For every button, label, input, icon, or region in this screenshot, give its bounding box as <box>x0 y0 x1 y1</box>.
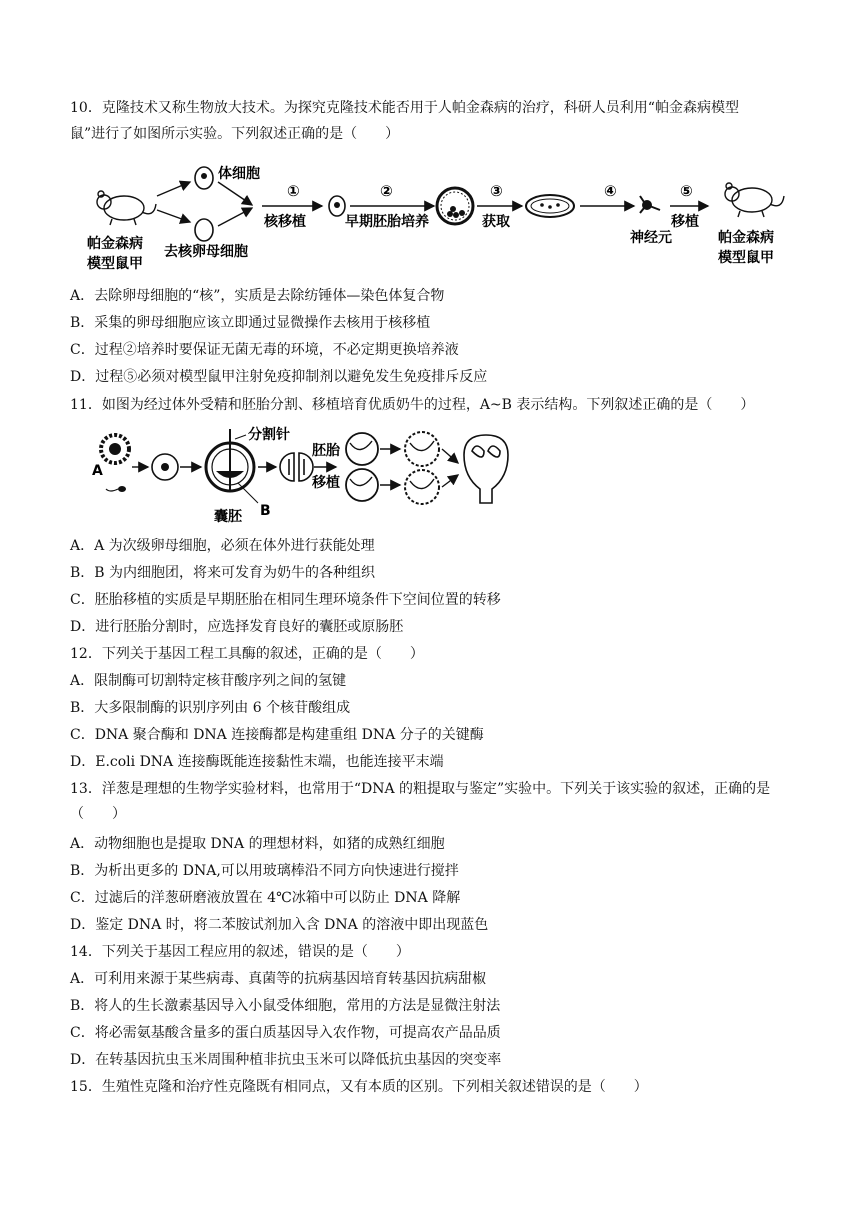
q15-stem: 15．生殖性克隆和治疗性克隆既有相同点，又有本质的区别。下列相关叙述错误的是（ ） <box>70 1079 648 1095</box>
q13-option-a: A．动物细胞也是提取 DNA 的理想材料，如猪的成熟红细胞 <box>70 836 445 852</box>
transfer-label-2: 移植 <box>312 475 340 491</box>
petri-dish-icon <box>526 195 574 217</box>
step2-marker: ② <box>380 182 393 200</box>
label-b: B <box>260 503 271 519</box>
step1-marker: ① <box>287 182 300 200</box>
blastocyst-label: 囊胚 <box>214 509 242 525</box>
step4-marker: ④ <box>604 182 617 200</box>
q12-option-b: B．大多限制酶的识别序列由 6 个核苷酸组成 <box>70 700 351 716</box>
split-halves-icon <box>280 453 313 481</box>
step3-marker: ③ <box>490 182 503 200</box>
needle-label: 分割针 <box>248 427 290 443</box>
mouse-b-icon <box>725 183 784 217</box>
q11-option-c: C．胚胎移植的实质是早期胚胎在相同生理环境条件下空间位置的转移 <box>70 592 501 608</box>
q12-option-d: D．E.coli DNA 连接酶既能连接黏性末端，也能连接平末端 <box>70 754 444 770</box>
enucleated-egg-icon <box>195 219 213 241</box>
neuron-label: 神经元 <box>630 230 672 246</box>
q10-figure <box>82 150 802 280</box>
q14-option-d: D．在转基因抗虫玉米周围种植非抗虫玉米可以降低抗虫基因的突变率 <box>70 1052 502 1068</box>
reconstructed-egg-icon <box>329 196 345 216</box>
q13-option-d: D．鉴定 DNA 时，将二苯胺试剂加入含 DNA 的溶液中即出现蓝色 <box>70 917 489 933</box>
oocyte-icon <box>101 435 129 463</box>
neuron-icon <box>640 196 660 213</box>
q14-option-c: C．将必需氨基酸含量多的蛋白质基因导入农作物，可提高农产品品质 <box>70 1025 501 1041</box>
somatic-cell-icon <box>195 167 213 189</box>
mouse-a-icon <box>97 191 156 225</box>
q11-figure <box>88 425 528 530</box>
transfer-label-1: 胚胎 <box>312 443 340 459</box>
q12-option-a: A．限制酶可切割特定核苷酸序列之间的氢键 <box>70 673 347 689</box>
embryo-top-icon <box>346 433 378 465</box>
step2-label: 早期胚胎培养 <box>345 214 429 230</box>
q13-option-c: C．过滤后的洋葱研磨液放置在 4℃冰箱中可以防止 DNA 降解 <box>70 890 461 906</box>
step5-label: 移植 <box>671 214 699 230</box>
q11-stem: 11．如图为经过体外受精和胚胎分割、移植培育优质奶牛的过程，A~B 表示结构。下列叙述正确的是（ ） <box>70 397 755 413</box>
q11-option-d: D．进行胚胎分割时，应选择发育良好的囊胚或原肠胚 <box>70 619 404 635</box>
mouse-b-label-1: 帕金森病 <box>718 230 774 246</box>
q11-option-b: B．B 为内细胞团，将来可发育为奶牛的各种组织 <box>70 565 376 581</box>
blastocyst-icon <box>437 188 473 224</box>
q10-option-b: B．采集的卵母细胞应该立即通过显微操作去核用于核移植 <box>70 315 431 331</box>
enucleated-egg-label: 去核卵母细胞 <box>164 244 248 260</box>
step1-label: 核移植 <box>264 214 306 230</box>
sperm-icon <box>106 486 126 492</box>
uterus-icon <box>464 435 508 503</box>
mouse-b-label-2: 模型鼠甲 <box>718 250 774 266</box>
hatched-embryo-bottom-icon <box>405 470 439 504</box>
q10-stem-line2: 鼠”进行了如图所示实验。下列叙述正确的是（ ） <box>70 126 400 142</box>
q13-stem: 13．洋葱是理想的生物学实验材料，也常用于“DNA 的粗提取与鉴定”实验中。下列关于该实验的叙述，正确的是（ ） <box>70 781 771 822</box>
step5-marker: ⑤ <box>680 182 693 200</box>
q10-option-a: A．去除卵母细胞的“核”，实质是去除纺锤体—染色体复合物 <box>70 288 445 304</box>
q12-stem: 12．下列关于基因工程工具酶的叙述，正确的是（ ） <box>70 646 424 662</box>
q10-option-d: D．过程⑤必须对模型鼠甲注射免疫抑制剂以避免发生免疫排斥反应 <box>70 369 488 385</box>
hatched-embryo-top-icon <box>405 432 439 466</box>
embryo-bottom-icon <box>346 469 378 501</box>
q12-option-c: C．DNA 聚合酶和 DNA 连接酶都是构建重组 DNA 分子的关键酶 <box>70 727 484 743</box>
q10-stem-line1: 10．克隆技术又称生物放大技术。为探究克隆技术能否用于人帕金森病的治疗，科研人员利用“帕金森病模型 <box>70 100 739 116</box>
label-a: A <box>92 463 103 479</box>
q10-option-c: C．过程②培养时要保证无菌无毒的环境，不必定期更换培养液 <box>70 342 459 358</box>
somatic-cell-label: 体细胞 <box>218 166 260 182</box>
q14-option-b: B．将人的生长激素基因导入小鼠受体细胞，常用的方法是显微注射法 <box>70 998 501 1014</box>
q14-stem: 14．下列关于基因工程应用的叙述，错误的是（ ） <box>70 944 410 960</box>
zygote-icon <box>152 454 178 480</box>
mouse-a-label-2: 模型鼠甲 <box>87 256 143 272</box>
q14-option-a: A．可利用来源于某些病毒、真菌等的抗病基因培育转基因抗病甜椒 <box>70 971 487 987</box>
q13-option-b: B．为析出更多的 DNA,可以用玻璃棒沿不同方向快速进行搅拌 <box>70 863 459 879</box>
mouse-a-label-1: 帕金森病 <box>87 236 143 252</box>
step3-label: 获取 <box>482 214 510 230</box>
q11-option-a: A．A 为次级卵母细胞，必须在体外进行获能处理 <box>70 538 375 554</box>
